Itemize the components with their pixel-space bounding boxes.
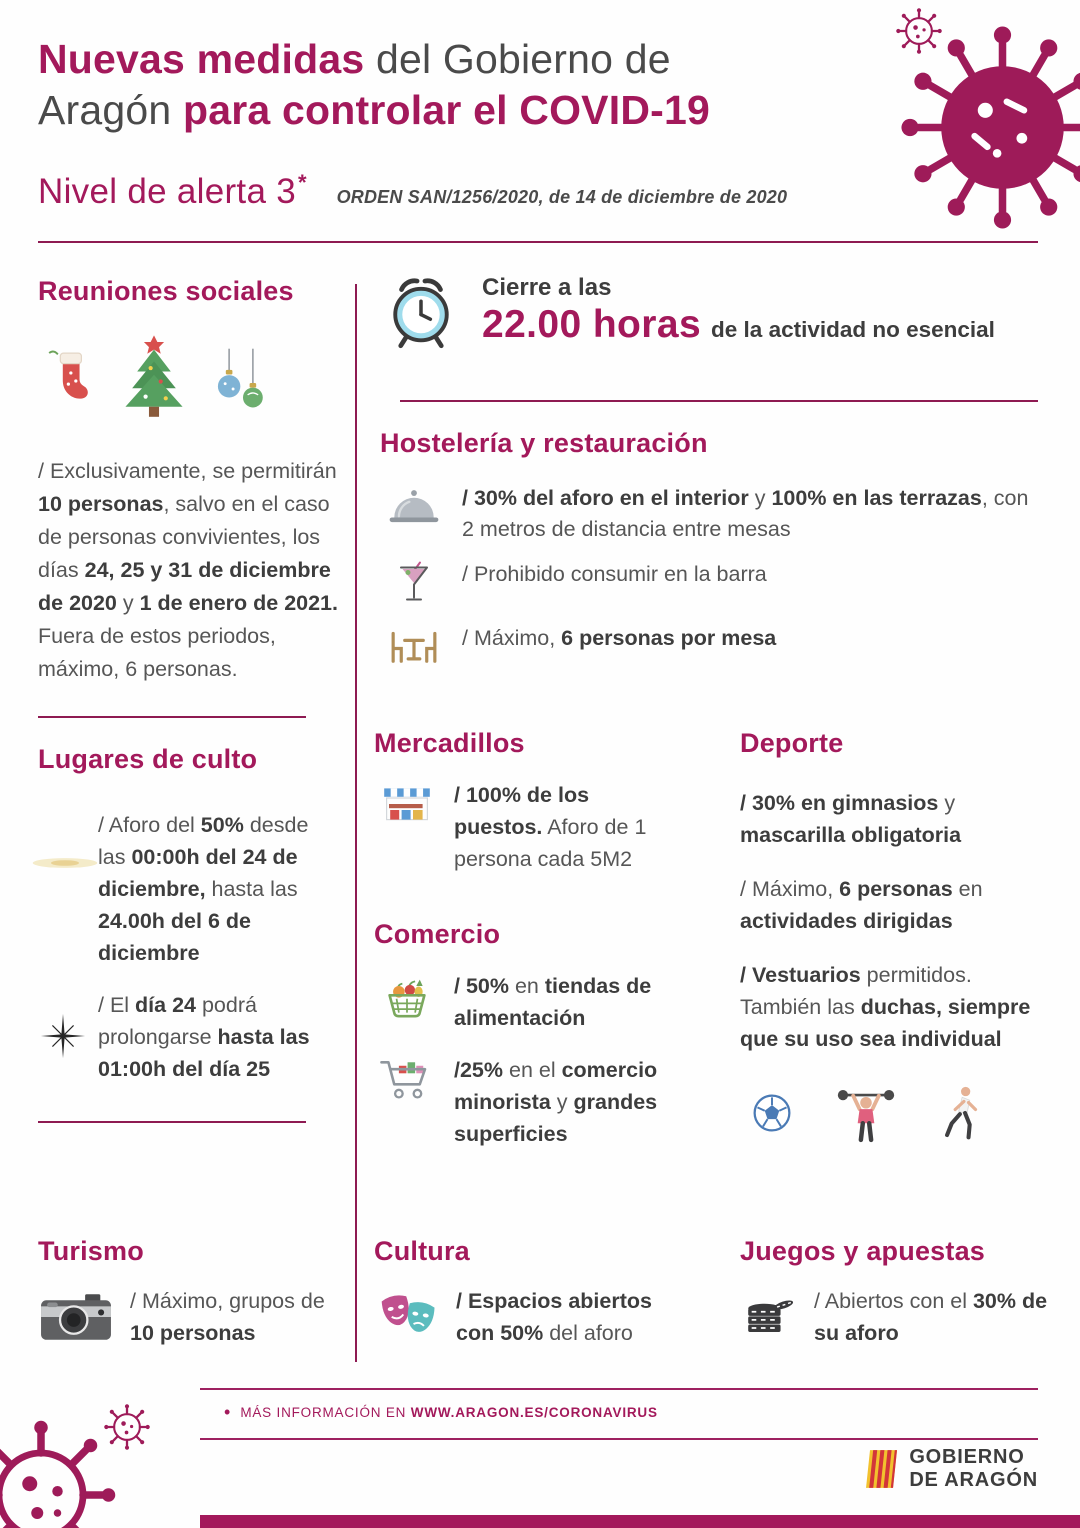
cultura-item — [374, 1285, 696, 1349]
hosteleria-item-1 — [380, 483, 1042, 545]
reuniones-text: / Exclusivamente, se permitirán 10 personas, salvo en el caso de personas convivientes, los días 24, 25 y 31 de diciembre de 2020 y 1 de enero de 2021. Fuera de estos periodos, máximo, 6 personas. — [38, 459, 338, 681]
closure-text — [482, 274, 995, 347]
poker-chips-icon — [740, 1291, 798, 1343]
left-divider-2 — [38, 1121, 306, 1123]
coronavirus-outline-icon — [896, 8, 942, 54]
comercio-item-2 — [374, 1054, 686, 1150]
section-title-cultura: Cultura — [374, 1236, 470, 1266]
market-stall-icon-box — [374, 779, 440, 835]
food-cloche-icon-box — [380, 483, 448, 531]
closure-banner — [382, 274, 995, 352]
logo-line-2: DE ARAGÓN — [909, 1469, 1038, 1491]
hosteleria-item-2-text: / Prohibido consumir en la barra — [462, 562, 767, 586]
closure-line-1: Cierre a las — [482, 274, 612, 301]
alarm-clock-icon — [382, 274, 460, 352]
deporte-item-3: / Vestuarios permitidos. También las duchas, siempre que su uso sea individual — [740, 963, 1031, 1051]
candle-light-icon — [30, 849, 100, 877]
runner-icon — [932, 1083, 990, 1143]
section-title-hosteleria: Hostelería y restauración — [380, 428, 708, 458]
coronavirus-outline-icon — [0, 1420, 116, 1528]
mercadillos-item-text: / 100% de los puestos. Aforo de 1 persona cada 5M2 — [454, 783, 647, 871]
footer-info — [224, 1402, 658, 1423]
alert-level: Nivel de alerta 3 — [38, 172, 297, 211]
comercio-item-1-text: / 50% en tiendas de alimentación — [454, 974, 652, 1030]
camera-icon-box — [38, 1289, 114, 1345]
bottom-accent-bar — [200, 1515, 1080, 1528]
footer-divider-top — [200, 1388, 1038, 1390]
christmas-ornaments-icon — [208, 337, 274, 433]
cocktail-icon-box — [380, 559, 448, 609]
middle-divider — [400, 400, 1038, 402]
theater-masks-icon-box — [374, 1290, 440, 1344]
logo-line-1: GOBIERNO — [909, 1446, 1025, 1468]
grocery-basket-icon-box — [374, 970, 440, 1024]
grocery-basket-icon — [378, 970, 436, 1024]
bullet-icon: • — [224, 1402, 231, 1422]
section-hosteleria — [380, 428, 1042, 667]
section-title-mercadillos: Mercadillos — [374, 728, 525, 758]
middle-column — [374, 728, 686, 1150]
deporte-item-2: / Máximo, 6 personas en actividades dirigidas — [740, 877, 983, 933]
hosteleria-item-2 — [380, 559, 1042, 609]
logo-text — [909, 1446, 1038, 1492]
section-title-turismo: Turismo — [38, 1236, 144, 1266]
vertical-divider — [355, 284, 357, 1362]
alert-level-row — [38, 172, 787, 212]
left-column — [38, 276, 338, 1123]
juegos-item — [740, 1285, 1052, 1349]
section-title-comercio: Comercio — [374, 919, 501, 949]
christmas-icons-row — [38, 321, 338, 433]
gobierno-aragon-logo — [863, 1446, 1038, 1492]
shopping-cart-icon-box — [374, 1054, 440, 1110]
hosteleria-item-3 — [380, 623, 1042, 667]
closure-detail: de la actividad no esencial — [711, 317, 995, 342]
coronavirus-outline-icon — [104, 1404, 150, 1450]
camera-icon — [38, 1289, 114, 1345]
right-column — [740, 728, 1042, 1145]
left-divider-1 — [38, 716, 306, 718]
aragon-flag-icon — [863, 1446, 899, 1492]
section-cultura — [374, 1236, 696, 1349]
christmas-stocking-icon — [38, 329, 100, 433]
turismo-item — [38, 1285, 350, 1349]
section-title-juegos: Juegos y apuestas — [740, 1236, 986, 1266]
mercadillos-item — [374, 779, 686, 875]
section-title-deporte: Deporte — [740, 728, 844, 758]
section-juegos — [740, 1236, 1052, 1349]
sports-icons-row — [740, 1081, 1042, 1145]
poker-chips-icon-box — [740, 1291, 798, 1343]
hosteleria-item-1-text: / 30% del aforo en el interior y 100% en las terrazas, con 2 metros de distancia entre mesas — [462, 486, 1029, 541]
table-chairs-icon — [385, 623, 443, 667]
section-title-culto: Lugares de culto — [38, 744, 258, 774]
weightlifter-icon — [834, 1081, 898, 1145]
market-stall-icon — [377, 779, 437, 835]
comercio-item-1 — [374, 970, 686, 1034]
turismo-item-text: / Máximo, grupos de 10 personas — [130, 1289, 325, 1345]
page-title — [38, 34, 710, 136]
culto-item-2-text: / El día 24 podrá prolongarse hasta las 01:00h del día 25 — [98, 993, 310, 1081]
title-line-2: Aragón para controlar el COVID-19 — [38, 86, 710, 133]
shopping-cart-icon — [378, 1054, 436, 1110]
section-title-reuniones: Reuniones sociales — [38, 276, 294, 306]
christmas-tree-icon — [112, 325, 196, 433]
cultura-item-text: / Espacios abiertos con 50% del aforo — [456, 1289, 652, 1345]
alert-footnote-mark: * — [298, 170, 307, 195]
closure-line-2 — [482, 303, 995, 347]
title-line-1: Nuevas medidas del Gobierno de — [38, 36, 671, 82]
footer-info-text: MÁS INFORMACIÓN EN WWW.ARAGON.ES/CORONAVIRUS — [240, 1405, 658, 1420]
culto-item-1-text: / Aforo del 50% desde las 00:00h del 24 de diciembre, hasta las 24.00h del 6 de diciembre — [98, 813, 309, 965]
table-chairs-icon-box — [380, 623, 448, 667]
hosteleria-item-3-text: / Máximo, 6 personas por mesa — [462, 626, 777, 650]
juegos-item-text: / Abiertos con el 30% de su aforo — [814, 1289, 1048, 1345]
star-icon — [40, 1013, 86, 1059]
closure-time: 22.00 horas — [482, 303, 702, 346]
deporte-item-1: / 30% en gimnasios y mascarilla obligatoria — [740, 791, 962, 847]
comercio-item-2-text: /25% en el comercio minorista y grandes superficies — [454, 1058, 658, 1146]
order-reference: ORDEN SAN/1256/2020, de 14 de diciembre de 2020 — [336, 187, 788, 207]
footer-divider-bottom — [200, 1438, 1038, 1440]
culto-item-1 — [38, 809, 338, 969]
header-divider — [38, 241, 1038, 243]
section-turismo — [38, 1236, 350, 1349]
soccer-ball-icon — [744, 1085, 800, 1141]
food-cloche-icon — [385, 483, 443, 531]
theater-masks-icon — [374, 1290, 440, 1344]
culto-item-2 — [38, 989, 338, 1085]
cocktail-icon — [389, 559, 439, 609]
